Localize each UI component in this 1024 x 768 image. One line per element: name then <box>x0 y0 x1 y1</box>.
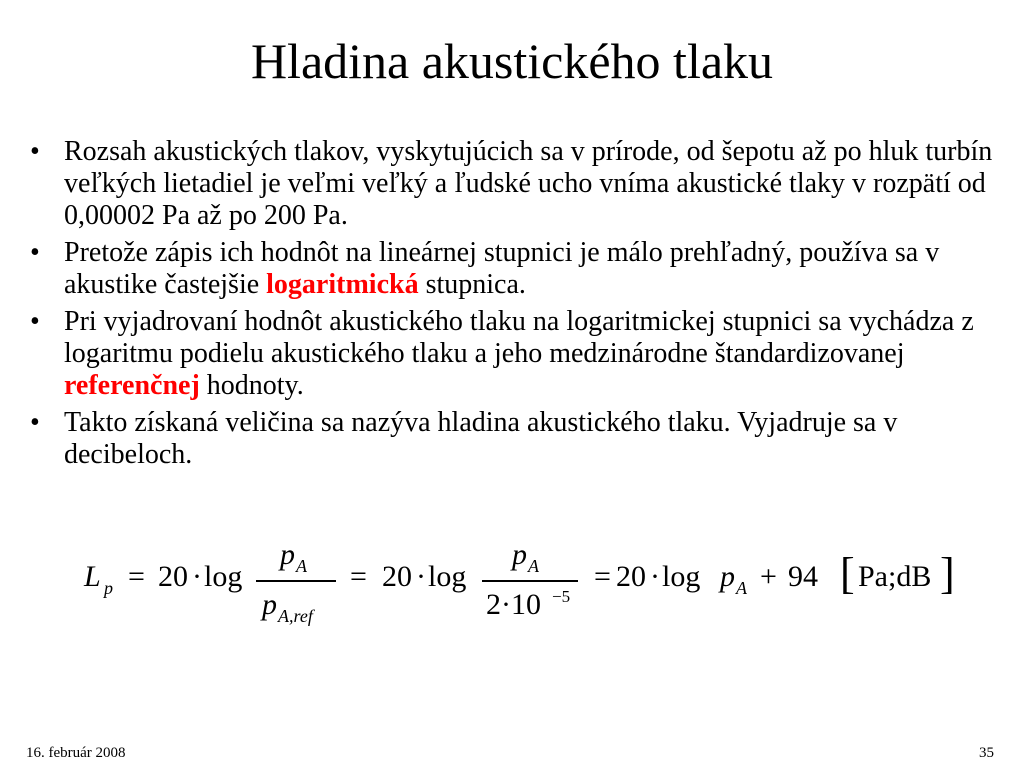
formula-coef-1: 20 <box>158 560 188 593</box>
bullet-icon: • <box>30 136 40 167</box>
formula-log-1: log <box>204 560 243 593</box>
formula-log-2: log <box>428 560 467 593</box>
formula-p: p <box>720 560 735 593</box>
frac2-den-exp: −5 <box>552 587 571 606</box>
units-left-bracket: [ <box>840 549 855 598</box>
bullet-text-after: hodnoty. <box>199 370 304 401</box>
frac1-line <box>256 580 336 582</box>
bullet-icon: • <box>30 237 40 268</box>
formula-log-3: log <box>662 560 701 593</box>
bullet-item-2 <box>26 237 1006 301</box>
bullet-text-before: Pri vyjadrovaní hodnôt akustického tlaku na logaritmickej stupnici sa vychádza z logaritmu podielu akustického tlaku a jeho medzinárodne štandardizovanej <box>64 306 974 369</box>
bullet-icon: • <box>30 407 40 438</box>
bullet-item-1 <box>26 136 1006 232</box>
frac2-line <box>482 580 578 582</box>
bullet-icon: • <box>30 306 40 337</box>
frac1-den-p: p <box>262 588 277 621</box>
formula-plus: + <box>760 560 777 593</box>
bullet-text-after: stupnica. <box>418 269 526 300</box>
frac2-den-base: 2·10 <box>486 588 541 621</box>
frac1-num-sub: A <box>296 556 307 576</box>
slide-number: 35 <box>979 745 994 761</box>
bullet-text: Takto získaná veličina sa nazýva hladina akustického tlaku. Vyjadruje sa v decibeloch. <box>64 407 898 470</box>
bullet-text-before: Pretože zápis ich hodnôt na lineárnej stupnici je málo prehľadný, používa sa v akustike častejšie <box>64 237 940 300</box>
frac2-num-sub: A <box>528 556 539 576</box>
formula-L: L <box>84 560 101 593</box>
formula-dot-2: · <box>416 560 426 593</box>
formula-coef-3: 20 <box>616 560 646 593</box>
formula-dot-1: · <box>192 560 202 593</box>
formula-coef-2: 20 <box>382 560 412 593</box>
frac2-num-p: p <box>512 538 527 571</box>
bullet-item-3 <box>26 306 1006 402</box>
highlight-referencnej: referenčnej <box>64 370 200 401</box>
formula-dot-3: · <box>650 560 660 593</box>
slide-title: Hladina akustického tlaku <box>250 33 774 89</box>
units-right-bracket: ] <box>940 549 955 598</box>
formula-eq-3: = <box>594 560 611 593</box>
bullet-item-4 <box>26 407 1006 471</box>
frac1-den-sub: A,ref <box>278 606 313 626</box>
bullet-text: Rozsah akustických tlakov, vyskytujúcich sa v prírode, od šepotu až po hluk turbín veľkých lietadiel je veľmi veľký a ľudské ucho vníma akustické tlaky v rozpätí od 0,00002 Pa až po 200 Pa. <box>64 136 993 231</box>
formula-eq-1: = <box>128 560 145 593</box>
frac1-num-p: p <box>280 538 295 571</box>
formula-p-sub: A <box>736 578 747 598</box>
highlight-logaritmicka: logaritmická <box>266 269 419 300</box>
spl-formula <box>84 536 984 646</box>
formula-eq-2: = <box>350 560 367 593</box>
formula-L-sub: p <box>104 578 113 598</box>
formula-units: Pa;dB <box>858 560 932 593</box>
bullet-list <box>26 136 1006 476</box>
footer-date: 16. február 2008 <box>26 745 126 761</box>
formula-constant: 94 <box>788 560 818 593</box>
